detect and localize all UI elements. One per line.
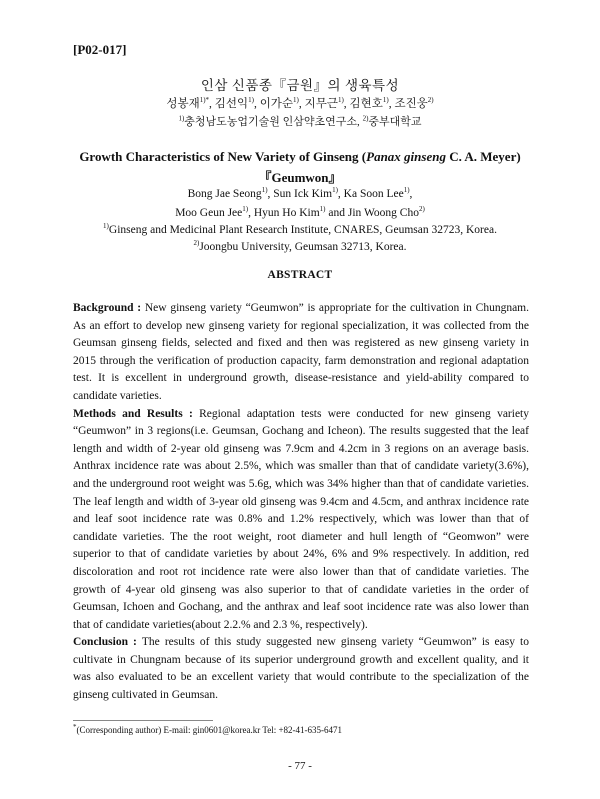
english-authors [0,185,600,223]
korean-title: 인삼 신품종『금원』의 생육특성 [200,78,400,93]
author-name: 김선익 [214,98,249,110]
author-name: Hyun Ho Kim [253,207,320,219]
author-sep: , [337,188,344,200]
author-name: 지무근 [304,98,338,110]
author-sup: 1) [332,186,338,195]
author-name: 조진웅 [394,98,428,110]
author-name: Ka Soon Lee [343,188,404,200]
methods-label: Methods and Results : [73,407,200,420]
page-number: - 77 - [288,760,312,772]
author-sup: 1) [319,205,326,214]
footnote-text: (Corresponding author) E-mail: gin0601@korea.kr Tel: +82-41-635-6471 [76,725,343,735]
author-sep: , [409,188,413,200]
author-sup: 2) [427,96,434,105]
conclusion-label: Conclusion : [73,636,142,649]
conclusion-paragraph [73,634,529,704]
footnote-sup: * [73,723,77,731]
author-name: 이가순 [259,98,294,110]
author-sup: 1) [382,96,389,105]
background-paragraph [73,300,529,406]
affil-sup: 1) [178,114,185,123]
english-title [0,146,600,188]
methods-paragraph [73,406,529,635]
author-sup: 2) [418,205,425,214]
affil-sup: 2) [362,114,369,123]
conclusion-text: The results of this study suggested new ginseng variety “Geumwon” is easy to cultivate in Chungnam because of its superior underground growth and excellent quality, and it was also evaluated to be an excellent variety that would contribute to the specialization of the ginseng cultivated in Geumsan. [73,636,529,702]
korean-authors: 성봉재$^{1)*}$, 김선익$^{1)}$, 이가순$^{1)}$, 지무근$^{1)}$, 김현호$^{1)}$, 조진웅$^{2)}$ [166,96,434,110]
footnote-divider [73,720,213,721]
abstract-heading: ABSTRACT [267,269,333,281]
author-name: 성봉재 [166,98,200,110]
species-name: Panax ginseng [366,149,446,164]
author-sup: 1) [261,186,268,195]
author-sup: 1) [293,96,299,105]
affil-text: 충청남도농업기술원 인삼약초연구소, [184,116,363,128]
affil-text: Joongbu University, Geumsan 32713, Korea. [199,241,407,253]
author-name: Bong Jae Seong [187,188,262,200]
author-sup: 1) [248,96,254,105]
title-part1: Growth Characteristics of New Variety of Ginseng ( [79,149,367,164]
author-sup: 1) [337,96,344,105]
author-sep: , [267,188,274,200]
korean-affiliation [0,113,600,129]
affil-sup: 1) [103,222,109,231]
affil-sup: 2) [193,239,200,248]
footnote [73,725,342,735]
author-name: Jin Woong Cho [347,207,419,219]
affil-text: Ginseng and Medicinal Plant Research Institute, CNARES, Geumsan 32723, Korea. [108,224,497,236]
author-sup: 1) [242,205,249,214]
abstract-body [73,300,529,705]
author-name: Sun Ick Kim [273,188,333,200]
author-name: Moo Geun Jee [175,207,243,219]
methods-text: Regional adaptation tests were conducted for new ginseng variety “Geumwon” in 3 regions(i.e. Geumsan, Gochang and Icheon). The results suggested that the leaf length and width of 2-year old ginseng was 7.9cm and 4.2cm in 3 regions on an average basis. Anthrax incidence rate was about 2.5%, which was smaller than that of candidate variety(3.6%), and the underground root weight was 5.6g, which was 34% higher than that of candidate varieties. The leaf length and width of 3-year old ginseng was 9.4cm and 4.5cm, and anthrax incidence rate and leaf soot incidence rate was 0.8% and 1.2% respectively, which was lower than that of candidate varieties. The the root weight, root diameter and hull length of “Geomwon” were superior to that of candidate varieties by about 24%, 6% and 9% respectively. In addition, red discoloration and root rot incidence rate were also lower than that of candidate varieties. The growth of 4-year old ginseng was also superior to that of candidate varieties in the order of Geumsan, Ichoen and Gochang, and the anthrax and leaf soot incidence rate was also lower than that of candidate varieties(about 2.2.% and 2.3 %, respectively). [73,407,529,631]
affil-text: 중부대학교 [368,116,422,128]
author-sep: and [325,207,348,219]
author-sup: 1)* [199,96,210,105]
author-sup: 1) [403,186,410,195]
english-affiliations [0,222,600,256]
author-sep: , [248,207,254,219]
variety-name: 『Geumwon』 [258,170,342,185]
author-name: 김현호 [349,98,383,110]
poster-code: [P02-017] [73,42,127,57]
background-text: New ginseng variety “Geumwon” is appropriate for the cultivation in Chungnam. As an effort to develop new ginseng variety for regional specialization, it was collected from the Geumsan ginseng fields, selected and fixed and then was registered as new ginseng variety in 2015 through the verification of production capacity, farm demonstration and regional adaptation test. It is excellent in underground growth, disease-resistance and yield-ability compared to candidate varieties. [73,302,530,402]
title-part2: C. A. Meyer) [445,149,521,164]
background-label: Background : [73,302,145,314]
